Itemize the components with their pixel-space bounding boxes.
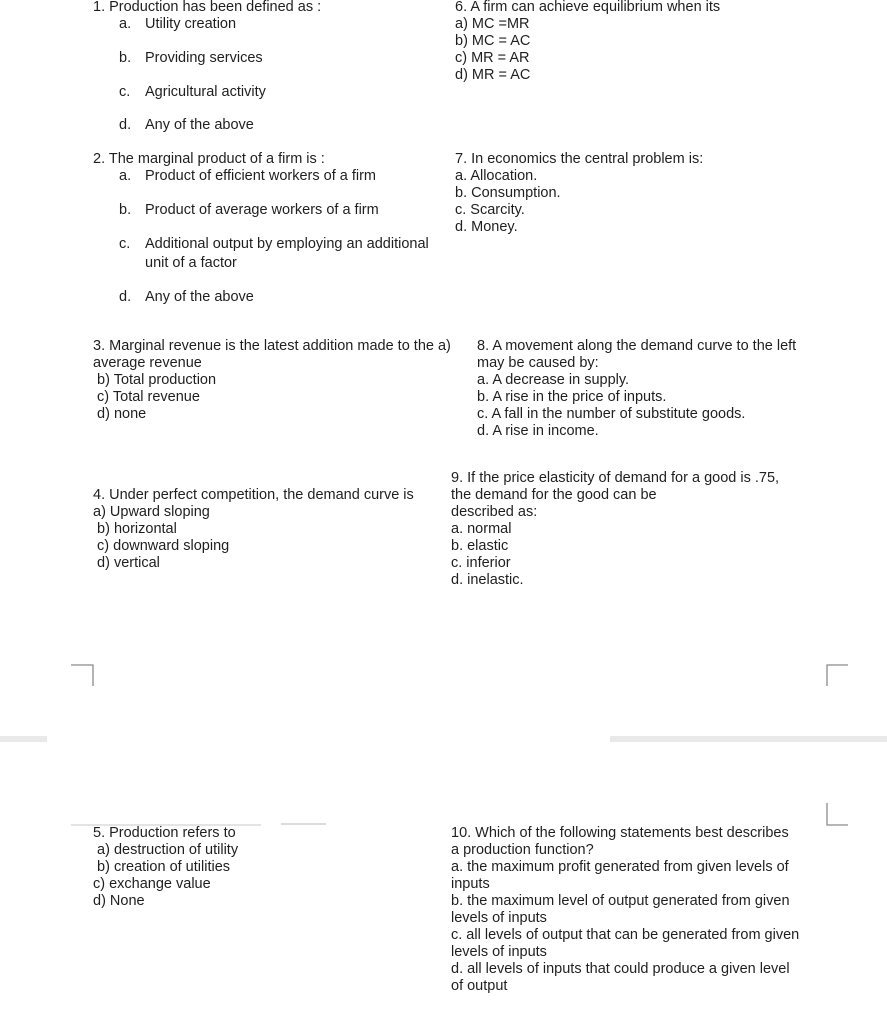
question-stem: 10. Which of the following statements best describes xyxy=(451,825,789,841)
question-option: a. A decrease in supply. xyxy=(477,372,630,388)
question-2-option-c: c. Additional output by employing an additional unit of a factor xyxy=(119,236,429,271)
question-2 xyxy=(93,151,325,168)
question-2-option-d: d. Any of the above xyxy=(119,289,254,305)
question-line: the demand for the good can be xyxy=(451,487,657,503)
question-stem: 1. Production has been defined as : xyxy=(93,0,322,15)
question-option: a) MC =MR xyxy=(455,16,530,32)
question-option: b) MC = AC xyxy=(455,33,531,49)
question-line: a production function? xyxy=(451,842,594,858)
question-option: c. inferior xyxy=(451,555,511,571)
question-line: levels of inputs xyxy=(451,910,547,926)
page-gap-right xyxy=(610,736,887,742)
question-stem: 2. The marginal product of a firm is : xyxy=(93,151,325,167)
question-1-option-c: c. Agricultural activity xyxy=(119,84,266,100)
question-option: c. A fall in the number of substitute goods. xyxy=(477,406,746,422)
question-option: b. A rise in the price of inputs. xyxy=(477,389,667,405)
question-option: d) MR = AC xyxy=(455,67,531,83)
question-option: d. Money. xyxy=(455,219,518,235)
question-stem: 6. A firm can achieve equilibrium when its xyxy=(455,0,721,15)
question-option: d. inelastic. xyxy=(451,572,524,588)
question-option: b) horizontal xyxy=(93,521,177,537)
question-2-option-b: b. Product of average workers of a firm xyxy=(119,202,379,218)
question-line: levels of inputs xyxy=(451,944,547,960)
question-6 xyxy=(455,0,720,84)
question-option: a) destruction of utility xyxy=(93,842,239,858)
question-option: a. normal xyxy=(451,521,512,537)
question-line: average revenue xyxy=(93,355,202,371)
question-line: inputs xyxy=(451,876,490,892)
question-line: described as: xyxy=(451,504,538,520)
question-line: of output xyxy=(451,978,508,994)
question-option: c) Total revenue xyxy=(93,389,200,405)
question-option: a) Upward sloping xyxy=(93,504,210,520)
question-5 xyxy=(93,825,238,910)
question-option: c. all levels of output that can be generated from given xyxy=(451,927,800,943)
question-1 xyxy=(93,0,321,16)
question-stem: 7. In economics the central problem is: xyxy=(455,151,704,167)
page-corner-mark-top-left xyxy=(71,664,95,688)
question-10 xyxy=(451,825,799,995)
question-option: b) Total production xyxy=(93,372,217,388)
question-option: d. A rise in income. xyxy=(477,423,599,439)
question-stem: 3. Marginal revenue is the latest addition made to the a) xyxy=(93,338,451,354)
question-stem: 4. Under perfect competition, the demand curve is xyxy=(93,487,414,503)
page-gap-left xyxy=(0,736,47,742)
question-option: b) creation of utilities xyxy=(93,859,231,875)
page-corner-mark-top-right xyxy=(826,664,850,688)
question-1-option-d: d. Any of the above xyxy=(119,117,254,133)
question-option: c. Scarcity. xyxy=(455,202,525,218)
question-line: may be caused by: xyxy=(477,355,599,371)
question-3 xyxy=(93,338,451,423)
question-stem: 5. Production refers to xyxy=(93,825,236,841)
question-stem: 8. A movement along the demand curve to the left xyxy=(477,338,797,354)
question-option: c) downward sloping xyxy=(93,538,230,554)
question-option: b. the maximum level of output generated from given xyxy=(451,893,790,909)
question-2-option-a: a. Product of efficient workers of a firm xyxy=(119,168,377,184)
question-1-option-a: a. Utility creation xyxy=(119,16,237,32)
page-corner-mark-bottom-right xyxy=(826,803,850,827)
question-option: a. Allocation. xyxy=(455,168,538,184)
question-option: d) vertical xyxy=(93,555,160,571)
question-9 xyxy=(451,470,779,589)
question-option: d. all levels of inputs that could produce a given level xyxy=(451,961,790,977)
question-option: d) none xyxy=(93,406,147,422)
question-option: c) exchange value xyxy=(93,876,211,892)
question-option: c) MR = AR xyxy=(455,50,530,66)
question-7 xyxy=(455,151,703,236)
question-4 xyxy=(93,487,414,572)
question-stem: 9. If the price elasticity of demand for a good is .75, xyxy=(451,470,780,486)
question-option: b. elastic xyxy=(451,538,509,554)
question-8 xyxy=(477,338,796,440)
question-1-option-b: b. Providing services xyxy=(119,50,263,66)
question-option: b. Consumption. xyxy=(455,185,561,201)
question-option: a. the maximum profit generated from given levels of xyxy=(451,859,789,875)
question-option: d) None xyxy=(93,893,145,909)
